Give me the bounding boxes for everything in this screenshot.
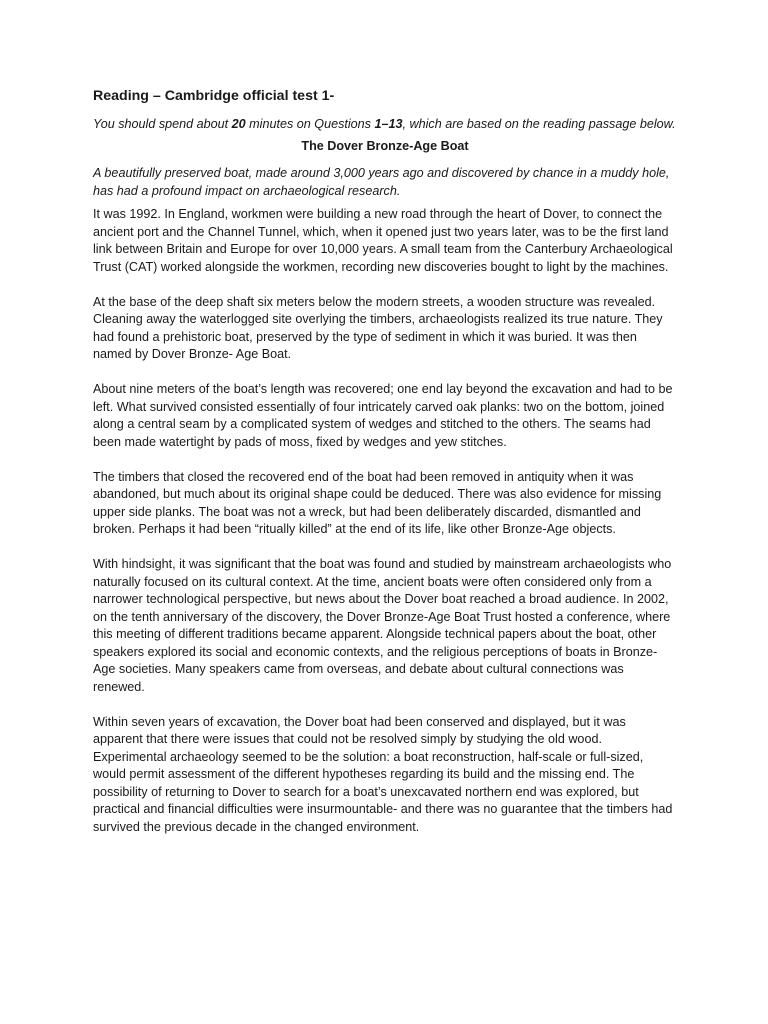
document-content [93, 86, 677, 854]
instructions [93, 116, 677, 134]
passage-paragraph-1: It was 1992. In England, workmen were building a new road through the heart of Dover, to connect the ancient port and the Channel Tunnel, which, when it opened just two years later, was to be the first land link between Britain and Europe for over 10,000 years. A small team from the Canterbury Archaeological Trust (CAT) worked alongside the workmen, recording new discoveries bought to light by the machines. [93, 207, 673, 274]
passage-paragraph-6: Within seven years of excavation, the Dover boat had been conserved and displayed, but it was apparent that there were issues that could not be resolved simply by studying the old wood. Experimental archaeology seemed to be the solution: a boat reconstruction, half-scale or full-sized, would permit assessment of the different hypotheses regarding its build and the missing end. The possibility of returning to Dover to search for a boat’s unexcavated northern end was explored, but practical and financial difficulties were insurmountable- and there was no guarantee that the timbers had survived the previous decade in the changed environment. [93, 714, 673, 834]
passage-paragraph-4: The timbers that closed the recovered end of the boat had been removed in antiquity when it was abandoned, but much about its original shape could be deduced. There was also evidence for missing upper side planks. The boat was not a wreck, but had been deliberately discarded, dismantled and broken. Perhaps it had been “ritually killed” at the end of its life, like other Bronze-Age objects. [93, 469, 662, 536]
instructions-questions: 1–13 [374, 117, 403, 131]
passage-paragraph-2: At the base of the deep shaft six meters below the modern streets, a wooden structure was revealed. Cleaning away the waterlogged site overlying the timbers, archaeologists realized its true nature. They had found a prehistoric boat, preserved by the type of sediment in which it was buried. It was then named by Dover Bronze- Age Boat. [93, 294, 663, 361]
instructions-part3: , which are based on the reading passage below. [402, 117, 676, 131]
passage-paragraph-3: About nine meters of the boat’s length was recovered; one end lay beyond the excavation and had to be left. What survived consisted essentially of four intricately carved oak planks: two on the bottom, joined along a central seam by a complicated system of wedges and stitched to the others. The seams had been made watertight by pads of moss, fixed by wedges and yew stitches. [93, 382, 673, 449]
passage-paragraph-5: With hindsight, it was significant that the boat was found and studied by mainstream archaeologists who naturally focused on its cultural context. At the time, ancient boats were often considered only from a narrower technological perspective, but news about the Dover boat reached a broad audience. In 2002, on the tenth anniversary of the discovery, the Dover Bronze-Age Boat Trust hosted a conference, where this meeting of different traditions became apparent. Alongside technical papers about the boat, other speakers explored its social and economic contexts, and the religious perceptions of boats in Bronze- Age societies. Many speakers came from overseas, and debate about cultural connections was renewed. [93, 557, 672, 694]
instructions-part1: You should spend about [93, 117, 232, 131]
page-heading: Reading – Cambridge official test 1- [93, 88, 335, 104]
passage-subtitle: A beautifully preserved boat, made around 3,000 years ago and discovered by chance in a muddy hole, has had a profound impact on archaeological research. [93, 166, 670, 198]
passage-title: The Dover Bronze-Age Boat [301, 138, 469, 153]
instructions-minutes: 20 [231, 117, 246, 131]
instructions-part2: minutes on Questions [245, 117, 375, 131]
